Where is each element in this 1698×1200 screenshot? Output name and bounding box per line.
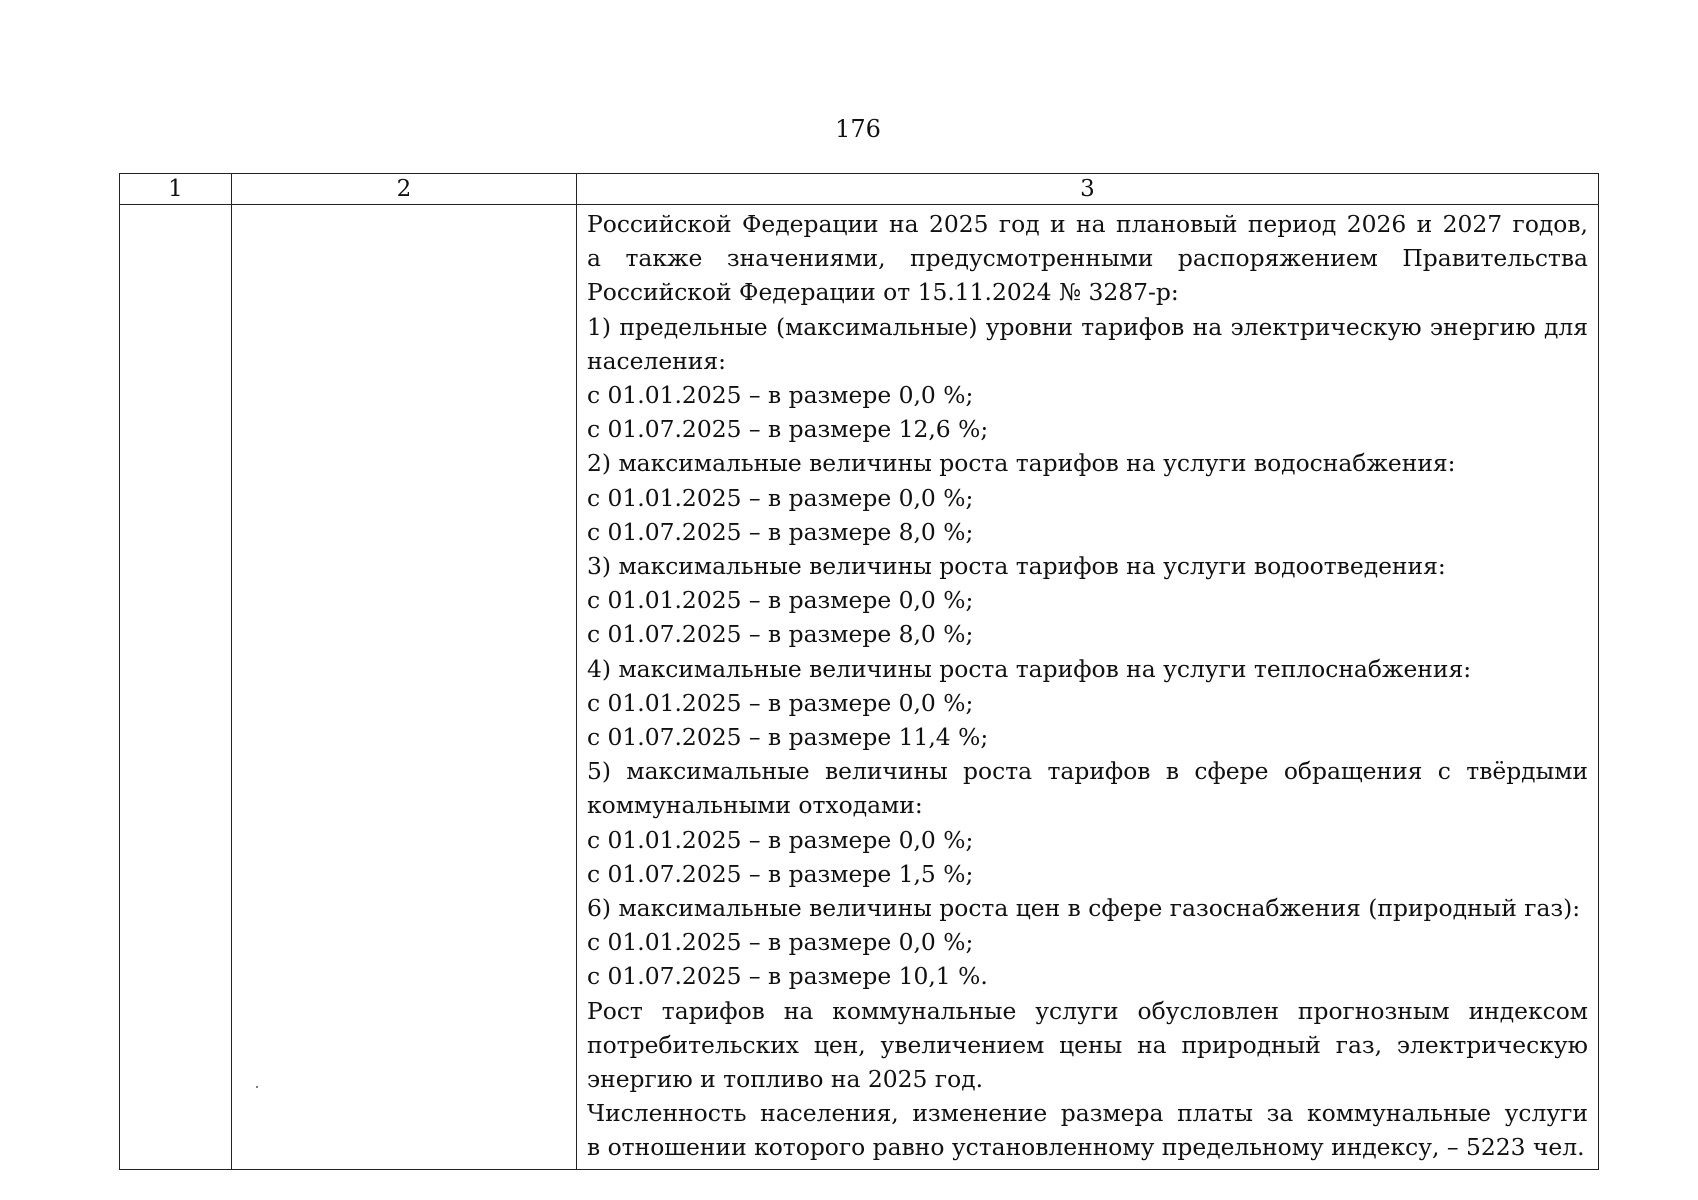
text-line: с 01.01.2025 – в размере 0,0 %; <box>587 586 974 615</box>
text-line: с 01.01.2025 – в размере 0,0 %; <box>587 928 974 957</box>
document-table <box>119 173 1599 1170</box>
text-line: энергию и топливо на 2025 год. <box>587 1065 984 1094</box>
text-line: 6) максимальные величины роста цен в сфере газоснабжения (природный газ): <box>587 894 1581 923</box>
text-line: Рост тарифов на коммунальные услуги обусловлен прогнозным индексом <box>587 996 1588 1025</box>
text-line: Численность населения, изменение размера платы за коммунальные услуги <box>587 1099 1588 1128</box>
text-line: с 01.01.2025 – в размере 0,0 %; <box>587 688 974 717</box>
text-line: с 01.01.2025 – в размере 0,0 %; <box>587 381 974 410</box>
text-line: 3) максимальные величины роста тарифов на услуги водоотведения: <box>587 552 1446 581</box>
cell-col-1 <box>120 205 232 1170</box>
text-line: Российской Федерации на 2025 год и на плановый период 2026 и 2027 годов, <box>587 210 1588 238</box>
cell-col-3 <box>577 205 1599 1170</box>
text-line: коммунальными отходами: <box>587 791 923 820</box>
text-line: с 01.01.2025 – в размере 0,0 %; <box>587 825 974 854</box>
page-number: 176 <box>835 115 881 143</box>
table-header-row <box>120 174 1599 205</box>
text-line: Российской Федерации от 15.11.2024 № 3287-р: <box>587 278 1179 307</box>
table-row <box>120 205 1599 1170</box>
text-line: 4) максимальные величины роста тарифов на услуги теплоснабжения: <box>587 654 1472 683</box>
text-line: с 01.01.2025 – в размере 0,0 %; <box>587 483 974 512</box>
scan-speck <box>256 1086 258 1088</box>
text-line: а также значениями, предусмотренными распоряжением Правительства <box>587 244 1588 273</box>
text-line: с 01.07.2025 – в размере 1,5 %; <box>587 859 974 888</box>
text-line: с 01.07.2025 – в размере 8,0 %; <box>587 517 974 546</box>
text-line: с 01.07.2025 – в размере 10,1 %. <box>587 962 988 991</box>
tariff-text-block <box>587 207 1588 1165</box>
text-line: 2) максимальные величины роста тарифов на услуги водоснабжения: <box>587 449 1456 478</box>
column-header-2: 2 <box>232 174 577 205</box>
text-line: населения: <box>587 346 726 375</box>
cell-col-2 <box>232 205 577 1170</box>
text-line: 1) предельные (максимальные) уровни тарифов на электрическую энергию для <box>587 312 1588 341</box>
text-line: в отношении которого равно установленному предельному индексу, – 5223 чел. <box>587 1133 1585 1162</box>
text-line: 5) максимальные величины роста тарифов в сфере обращения с твёрдыми <box>587 757 1588 786</box>
text-line: потребительских цен, увеличением цены на природный газ, электрическую <box>587 1030 1588 1059</box>
column-header-3: 3 <box>577 174 1599 205</box>
text-line: с 01.07.2025 – в размере 8,0 %; <box>587 620 974 649</box>
text-line: с 01.07.2025 – в размере 12,6 %; <box>587 415 989 444</box>
text-line: с 01.07.2025 – в размере 11,4 %; <box>587 723 989 752</box>
column-header-1: 1 <box>120 174 232 205</box>
